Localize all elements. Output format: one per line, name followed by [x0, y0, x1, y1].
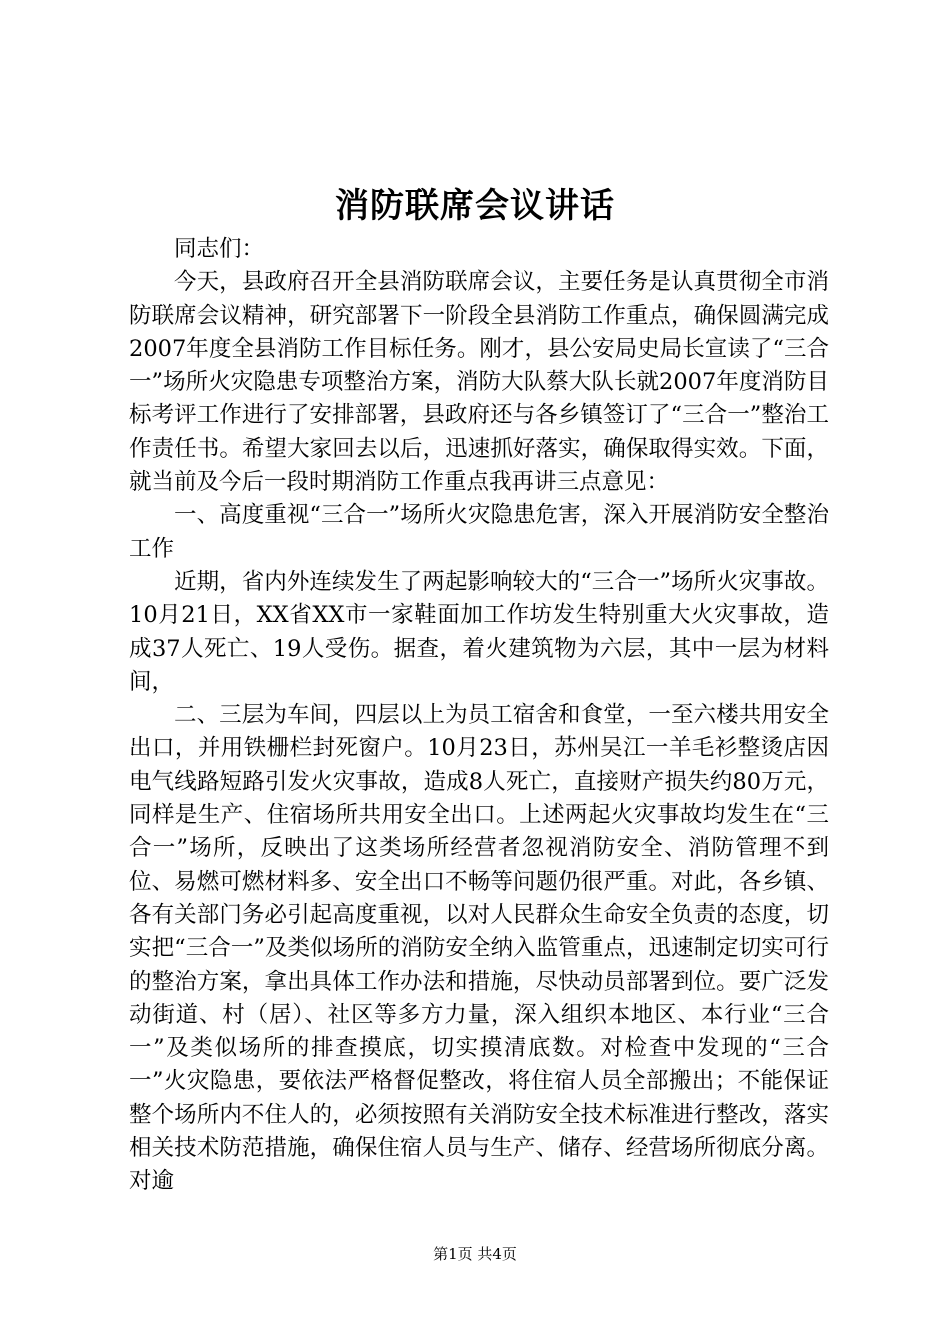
document-body — [129, 233, 829, 1199]
body-paragraph: 近期，省内外连续发生了两起影响较大的“三合一”场所火灾事故。10月21日，XX省XX市一家鞋面加工作坊发生特别重大火灾事故，造成37人死亡、19人受伤。据查，着火建筑物为六层，其中一层为材料间， — [129, 568, 829, 695]
salutation-paragraph: 同志们： — [174, 236, 265, 262]
section-heading: 一、高度重视“三合一”场所火灾隐患危害，深入开展消防安全整治工作 — [129, 502, 829, 562]
body-paragraph: 二、三层为车间，四层以上为员工宿舍和食堂，一至六楼共用安全出口，并用铁栅栏封死窗户。10月23日，苏州吴江一羊毛衫整烫店因电气线路短路引发火灾事故，造成8人死亡，直接财产损失约80万元，同样是生产、住宿场所共用安全出口。上述两起火灾事故均发生在“三合一”场所，反映出了这类场所经营者忽视消防安全、消防管理不到位、易燃可燃材料多、安全出口不畅等问题仍很严重。对此，各乡镇、各有关部门务必引起高度重视，以对人民群众生命安全负责的态度，切实把“三合一”及类似场所的消防安全纳入监管重点，迅速制定切实可行的整治方案，拿出具体工作办法和措施，尽快动员部署到位。要广泛发动街道、村（居）、社区等多方力量，深入组织本地区、本行业“三合一”及类似场所的排查摸底，切实摸清底数。对检查中发现的“三合一”火灾隐患，要依法严格督促整改，将住宿人员全部搬出；不能保证整个场所内不住人的，必须按照有关消防安全技术标准进行整改，落实相关技术防范措施，确保住宿人员与生产、储存、经营场所彻底分离。对逾 — [129, 702, 829, 1195]
page-footer: 第1页 共4页 — [433, 1245, 517, 1263]
body-paragraph: 今天，县政府召开全县消防联席会议，主要任务是认真贯彻全市消防联席会议精神，研究部署下一阶段全县消防工作重点，确保圆满完成2007年度全县消防工作目标任务。刚才，县公安局史局长宣读了“三合一”场所火灾隐患专项整治方案，消防大队蔡大队长就2007年度消防目标考评工作进行了安排部署，县政府还与各乡镇签订了“三合一”整治工作责任书。希望大家回去以后，迅速抓好落实，确保取得实效。下面，就当前及今后一段时期消防工作重点我再讲三点意见： — [129, 269, 829, 496]
page-title: 消防联席会议讲话 — [335, 186, 615, 226]
